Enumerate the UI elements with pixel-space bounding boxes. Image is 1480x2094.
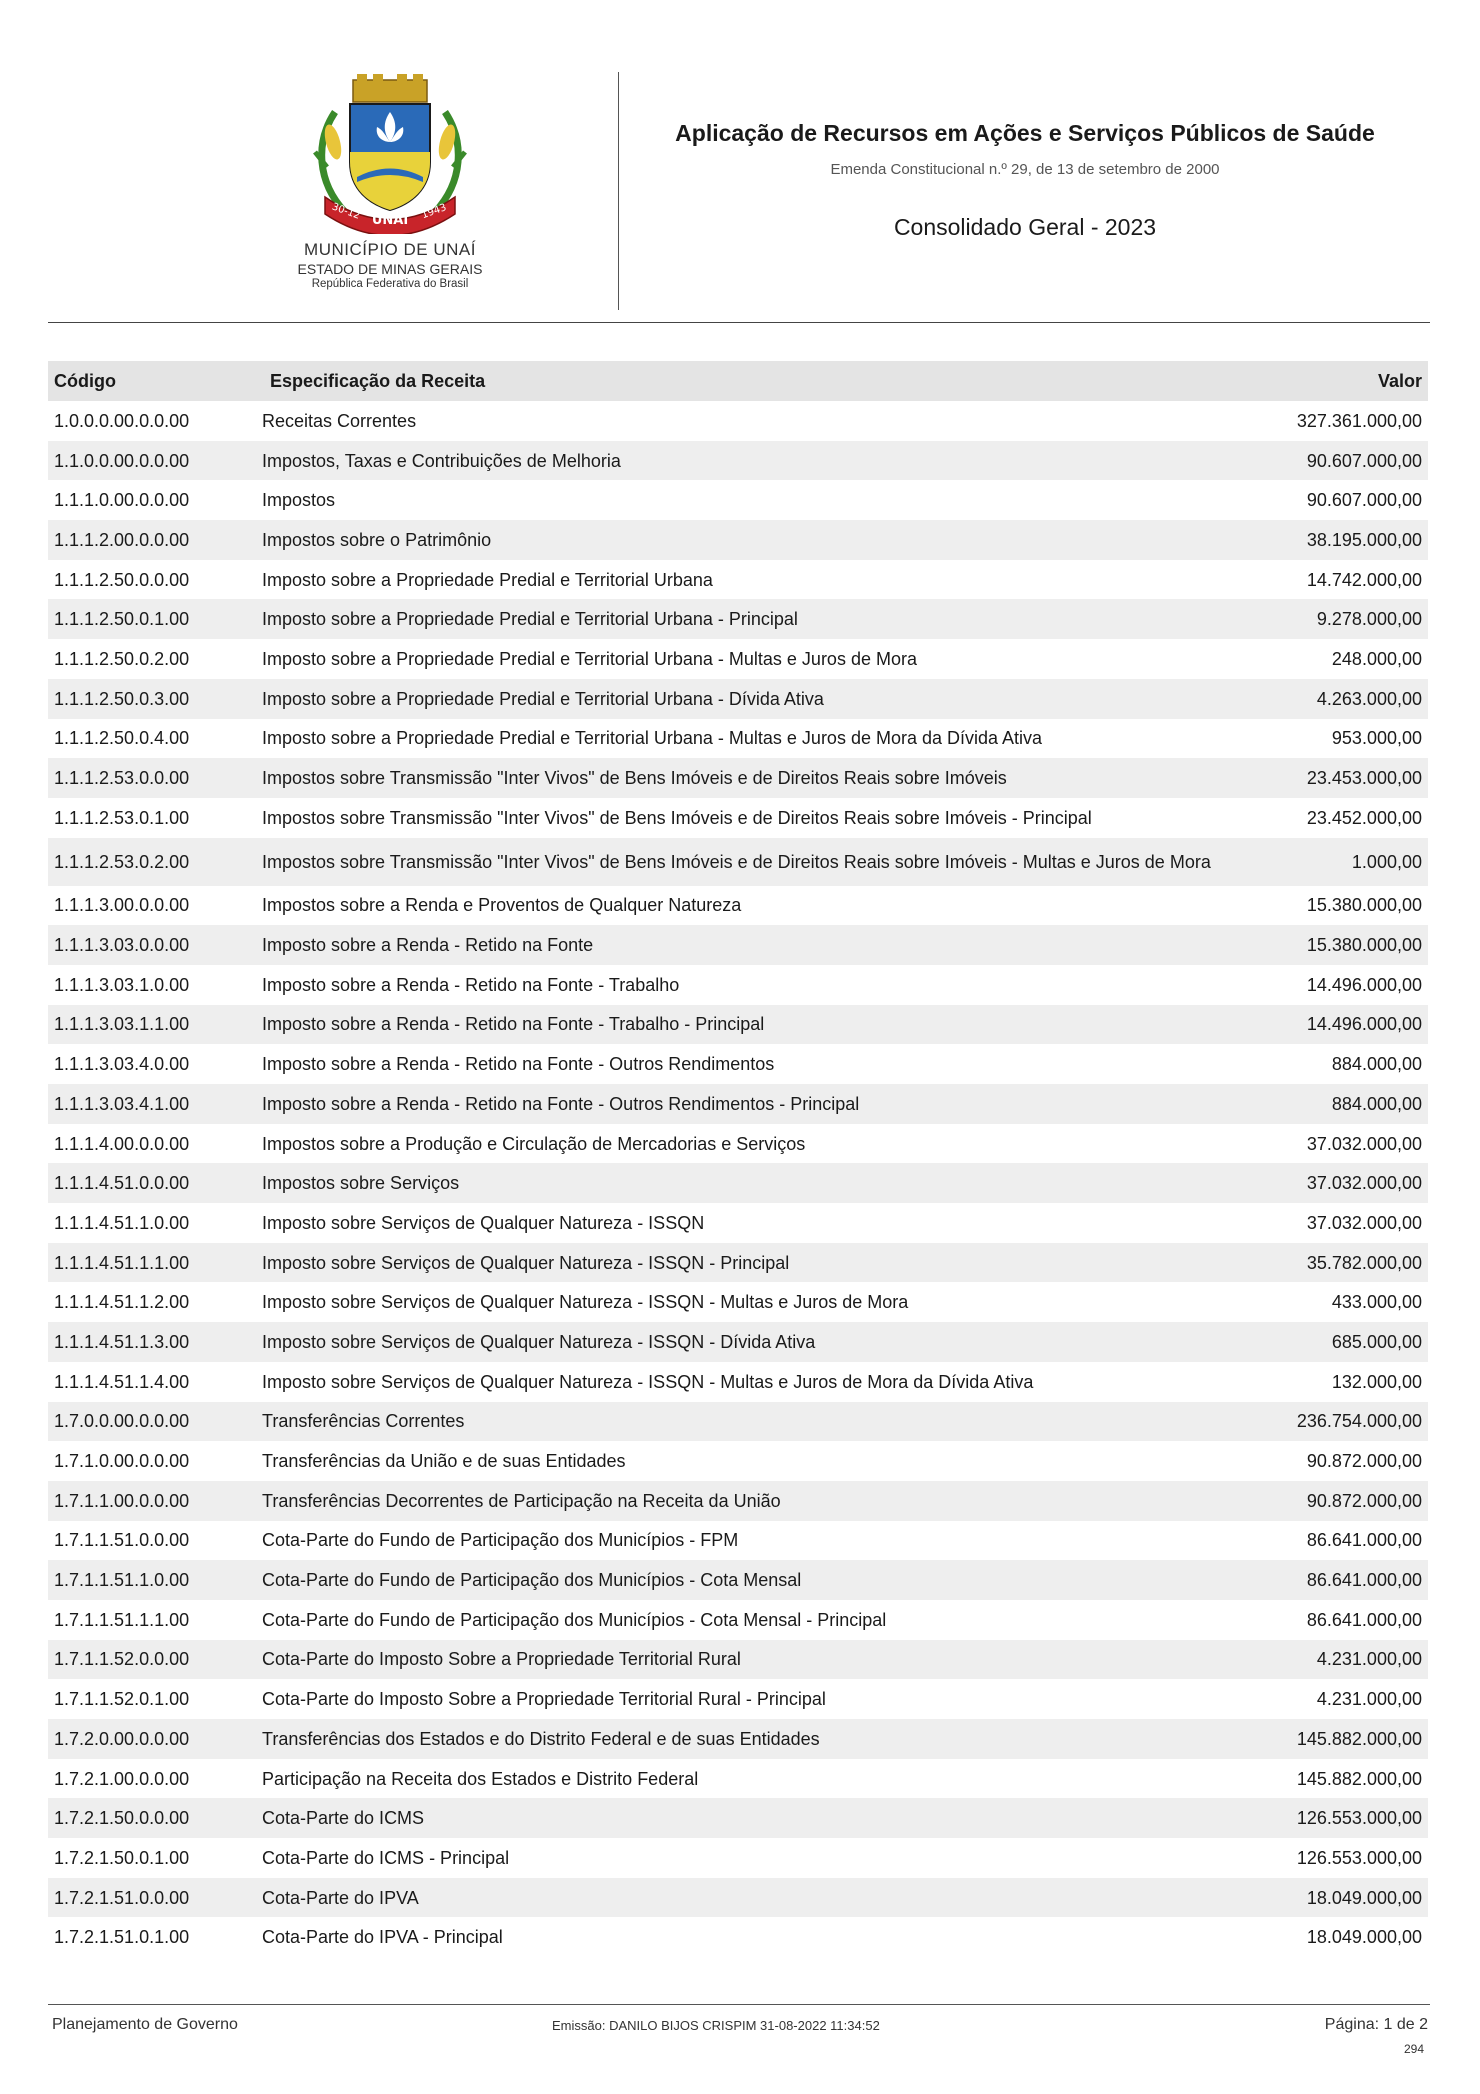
cell-codigo: 1.7.1.1.51.1.0.00 <box>48 1560 256 1600</box>
logo-block <box>230 72 550 290</box>
cell-valor: 15.380.000,00 <box>1306 895 1422 916</box>
table-row <box>48 441 1428 481</box>
table-row <box>48 798 1428 838</box>
crest-date-left: 30-12 <box>330 201 362 222</box>
cell-valor: 37.032.000,00 <box>1238 1163 1428 1203</box>
cell-codigo: 1.1.1.3.00.0.0.00 <box>54 895 190 916</box>
cell-valor: 1.000,00 <box>1238 838 1428 886</box>
cell-especificacao: Impostos <box>262 490 336 511</box>
cell-valor: 86.641.000,00 <box>1306 1530 1422 1551</box>
table-header-row <box>48 361 1428 401</box>
cell-especificacao: Impostos sobre a Produção e Circulação de Mercadorias e Serviços <box>262 1133 806 1154</box>
cell-especificacao: Imposto sobre a Renda - Retido na Fonte - Outros Rendimentos <box>262 1054 775 1075</box>
footer-rule <box>48 2004 1430 2005</box>
cell-codigo: 1.7.1.1.51.1.1.00 <box>54 1609 190 1630</box>
cell-valor: 327.361.000,00 <box>1296 410 1422 431</box>
cell-codigo: 1.7.2.1.51.0.0.00 <box>48 1878 256 1918</box>
cell-valor: 126.553.000,00 <box>1238 1798 1428 1838</box>
table-row <box>48 1759 1428 1799</box>
column-header-especificacao: Especificação da Receita <box>256 361 1238 401</box>
cell-valor: 126.553.000,00 <box>1296 1847 1422 1868</box>
cell-especificacao: Imposto sobre a Renda - Retido na Fonte - Trabalho - Principal <box>256 1005 1238 1045</box>
cell-especificacao: Impostos sobre Transmissão "Inter Vivos" de Bens Imóveis e de Direitos Reais sobre Imóveis - Multas e Juros de Mora <box>256 838 1238 886</box>
cell-especificacao: Impostos sobre Transmissão "Inter Vivos" de Bens Imóveis e de Direitos Reais sobre Imóveis - Principal <box>262 807 1092 828</box>
cell-especificacao: Imposto sobre a Renda - Retido na Fonte <box>256 925 1238 965</box>
table-row <box>48 1402 1428 1442</box>
cell-codigo: 1.1.1.3.03.4.1.00 <box>48 1084 256 1124</box>
cell-especificacao: Cota-Parte do Imposto Sobre a Propriedade Territorial Rural <box>256 1640 1238 1680</box>
cell-codigo: 1.1.1.4.51.1.2.00 <box>54 1292 190 1313</box>
receitas-table <box>48 361 1428 1957</box>
cell-especificacao: Cota-Parte do Imposto Sobre a Propriedade Territorial Rural - Principal <box>262 1689 826 1710</box>
state-name: ESTADO DE MINAS GERAIS <box>297 261 483 277</box>
cell-valor: 86.641.000,00 <box>1306 1609 1422 1630</box>
cell-valor: 90.872.000,00 <box>1238 1481 1428 1521</box>
crest-date-right: 1943 <box>420 202 448 222</box>
cell-codigo: 1.1.1.2.50.0.0.00 <box>54 569 190 590</box>
table-row <box>48 1600 1428 1640</box>
cell-codigo: 1.7.1.1.51.0.0.00 <box>54 1530 190 1551</box>
cell-valor: 90.607.000,00 <box>1238 441 1428 481</box>
footer-emissao: Emissão: DANILO BIJOS CRISPIM 31-08-2022 11:34:52 <box>552 2018 880 2033</box>
crest-name: UNAÍ <box>371 213 409 228</box>
cell-especificacao: Receitas Correntes <box>262 410 417 431</box>
table-row <box>48 1282 1428 1322</box>
cell-codigo: 1.7.2.1.51.0.1.00 <box>54 1927 190 1948</box>
cell-especificacao: Imposto sobre a Propriedade Predial e Territorial Urbana - Dívida Ativa <box>256 679 1238 719</box>
table-row <box>48 1044 1428 1084</box>
table-row <box>48 560 1428 600</box>
cell-valor: 90.607.000,00 <box>1306 490 1422 511</box>
cell-especificacao: Impostos, Taxas e Contribuições de Melhoria <box>256 441 1238 481</box>
column-header-codigo: Código <box>48 361 256 401</box>
cell-valor: 18.049.000,00 <box>1306 1927 1422 1948</box>
cell-codigo: 1.1.1.3.03.1.1.00 <box>48 1005 256 1045</box>
table-row <box>48 1521 1428 1561</box>
cell-valor: 4.263.000,00 <box>1238 679 1428 719</box>
cell-especificacao: Cota-Parte do ICMS <box>256 1798 1238 1838</box>
table-row <box>48 1441 1428 1481</box>
document-title: Aplicação de Recursos em Ações e Serviços Públicos de Saúde <box>675 120 1375 146</box>
cell-codigo: 1.7.1.1.00.0.0.00 <box>48 1481 256 1521</box>
cell-valor: 248.000,00 <box>1331 648 1422 669</box>
cell-valor: 86.641.000,00 <box>1238 1560 1428 1600</box>
cell-valor: 37.032.000,00 <box>1306 1212 1422 1233</box>
cell-codigo: 1.1.1.3.03.1.0.00 <box>54 974 190 995</box>
footer-page: Página: 1 de 2 <box>1324 2016 1428 2033</box>
cell-especificacao: Imposto sobre Serviços de Qualquer Natureza - ISSQN - Multas e Juros de Mora <box>262 1292 909 1313</box>
cell-valor: 884.000,00 <box>1331 1054 1422 1075</box>
consolidado-label: Consolidado Geral - 2023 <box>893 214 1157 240</box>
table-row <box>48 925 1428 965</box>
cell-especificacao: Cota-Parte do IPVA <box>256 1878 1238 1918</box>
cell-especificacao: Transferências da União e de suas Entidades <box>262 1451 626 1472</box>
table-row <box>48 1640 1428 1680</box>
cell-codigo: 1.7.2.1.50.0.0.00 <box>48 1798 256 1838</box>
cell-codigo: 1.1.0.0.00.0.0.00 <box>48 441 256 481</box>
cell-especificacao: Participação na Receita dos Estados e Distrito Federal <box>262 1768 699 1789</box>
table-body <box>48 401 1428 1957</box>
cell-especificacao: Imposto sobre a Propriedade Predial e Territorial Urbana - Multas e Juros de Mora <box>262 648 917 669</box>
table-row <box>48 1719 1428 1759</box>
cell-valor: 35.782.000,00 <box>1238 1243 1428 1283</box>
cell-valor: 15.380.000,00 <box>1238 925 1428 965</box>
cell-valor: 37.032.000,00 <box>1306 1133 1422 1154</box>
table-row <box>48 1243 1428 1283</box>
cell-especificacao: Impostos sobre Serviços <box>256 1163 1238 1203</box>
cell-especificacao: Imposto sobre a Propriedade Predial e Territorial Urbana - Principal <box>256 599 1238 639</box>
cell-codigo: 1.1.1.4.51.0.0.00 <box>48 1163 256 1203</box>
cell-especificacao: Cota-Parte do Fundo de Participação dos Municípios - Cota Mensal - Principal <box>262 1609 887 1630</box>
table-row <box>48 1362 1428 1402</box>
cell-valor: 145.882.000,00 <box>1296 1768 1422 1789</box>
cell-codigo: 1.1.1.4.51.1.3.00 <box>48 1322 256 1362</box>
cell-codigo: 1.1.1.2.53.0.0.00 <box>48 758 256 798</box>
cell-valor: 14.742.000,00 <box>1306 569 1422 590</box>
cell-codigo: 1.7.1.1.52.0.1.00 <box>54 1689 190 1710</box>
cell-valor: 132.000,00 <box>1331 1371 1422 1392</box>
municipality-name: MUNICÍPIO DE UNAÍ <box>304 240 476 259</box>
table-row <box>48 1203 1428 1243</box>
cell-valor: 145.882.000,00 <box>1238 1719 1428 1759</box>
table-row <box>48 1560 1428 1600</box>
table-row <box>48 838 1428 886</box>
table-row <box>48 401 1428 441</box>
cell-codigo: 1.1.1.4.51.1.4.00 <box>54 1371 190 1392</box>
cell-codigo: 1.7.2.1.00.0.0.00 <box>54 1768 190 1789</box>
table-row <box>48 758 1428 798</box>
cell-codigo: 1.7.1.0.00.0.0.00 <box>54 1451 190 1472</box>
cell-valor: 38.195.000,00 <box>1238 520 1428 560</box>
cell-especificacao: Imposto sobre Serviços de Qualquer Natureza - ISSQN <box>262 1212 705 1233</box>
cell-codigo: 1.1.1.3.03.4.0.00 <box>54 1054 190 1075</box>
cell-especificacao: Imposto sobre Serviços de Qualquer Natureza - ISSQN - Multas e Juros de Mora da Dívida Ativa <box>262 1371 1034 1392</box>
cell-especificacao: Imposto sobre Serviços de Qualquer Natureza - ISSQN - Dívida Ativa <box>256 1322 1238 1362</box>
cell-especificacao: Transferências Decorrentes de Participação na Receita da União <box>256 1481 1238 1521</box>
column-header-valor: Valor <box>1238 361 1428 401</box>
title-block <box>620 120 1430 241</box>
cell-especificacao: Imposto sobre Serviços de Qualquer Natureza - ISSQN - Principal <box>256 1243 1238 1283</box>
cell-valor: 23.452.000,00 <box>1306 807 1422 828</box>
cell-codigo: 1.1.1.2.00.0.0.00 <box>48 520 256 560</box>
cell-valor: 953.000,00 <box>1331 728 1422 749</box>
cell-codigo: 1.1.1.0.00.0.0.00 <box>54 490 190 511</box>
cell-valor: 14.496.000,00 <box>1238 1005 1428 1045</box>
footer-department: Planejamento de Governo <box>52 2016 238 2033</box>
cell-especificacao: Transferências Correntes <box>256 1402 1238 1442</box>
cell-valor: 23.453.000,00 <box>1238 758 1428 798</box>
table-row <box>48 639 1428 679</box>
cell-codigo: 1.7.1.1.52.0.0.00 <box>48 1640 256 1680</box>
cell-especificacao: Cota-Parte do Fundo de Participação dos Municípios - Cota Mensal <box>256 1560 1238 1600</box>
cell-valor: 4.231.000,00 <box>1316 1689 1422 1710</box>
cell-especificacao: Impostos sobre Transmissão "Inter Vivos" de Bens Imóveis e de Direitos Reais sobre Imóveis <box>256 758 1238 798</box>
table-row <box>48 480 1428 520</box>
table-row <box>48 679 1428 719</box>
cell-valor: 884.000,00 <box>1238 1084 1428 1124</box>
cell-especificacao: Impostos sobre a Renda e Proventos de Qualquer Natureza <box>262 895 742 916</box>
table-row <box>48 520 1428 560</box>
cell-codigo: 1.7.0.0.00.0.0.00 <box>48 1402 256 1442</box>
cell-especificacao: Imposto sobre a Propriedade Predial e Territorial Urbana <box>262 569 713 590</box>
cell-codigo: 1.7.2.1.50.0.1.00 <box>54 1847 190 1868</box>
cell-codigo: 1.1.1.4.00.0.0.00 <box>54 1133 190 1154</box>
municipal-crest-icon <box>305 72 475 234</box>
table-row <box>48 965 1428 1005</box>
cell-codigo: 1.0.0.0.00.0.0.00 <box>54 410 190 431</box>
header-divider <box>618 72 619 310</box>
cell-codigo: 1.1.1.2.50.0.1.00 <box>48 599 256 639</box>
table-row <box>48 719 1428 759</box>
cell-codigo: 1.1.1.4.51.1.0.00 <box>54 1212 190 1233</box>
table-row <box>48 1878 1428 1918</box>
cell-especificacao: Cota-Parte do IPVA - Principal <box>262 1927 503 1948</box>
document-header <box>50 72 1430 322</box>
table-row <box>48 1679 1428 1719</box>
cell-codigo: 1.1.1.2.53.0.2.00 <box>48 838 256 886</box>
cell-codigo: 1.1.1.2.53.0.1.00 <box>54 807 190 828</box>
table-row <box>48 1838 1428 1878</box>
cell-valor: 685.000,00 <box>1238 1322 1428 1362</box>
cell-valor: 18.049.000,00 <box>1238 1878 1428 1918</box>
table-row <box>48 1481 1428 1521</box>
table-row <box>48 1005 1428 1045</box>
table-row <box>48 1917 1428 1957</box>
cell-valor: 4.231.000,00 <box>1238 1640 1428 1680</box>
cell-codigo: 1.1.1.2.50.0.2.00 <box>54 648 190 669</box>
document-subtitle: Emenda Constitucional n.º 29, de 13 de setembro de 2000 <box>830 161 1220 178</box>
cell-especificacao: Cota-Parte do ICMS - Principal <box>262 1847 510 1868</box>
table-row <box>48 886 1428 926</box>
cell-especificacao: Transferências dos Estados e do Distrito Federal e de suas Entidades <box>256 1719 1238 1759</box>
cell-valor: 236.754.000,00 <box>1238 1402 1428 1442</box>
footer-page-number: 294 <box>1403 2042 1424 2056</box>
table-row <box>48 1322 1428 1362</box>
cell-especificacao: Imposto sobre a Renda - Retido na Fonte - Outros Rendimentos - Principal <box>256 1084 1238 1124</box>
table-row <box>48 1124 1428 1164</box>
republic-name: República Federativa do Brasil <box>311 278 469 290</box>
table-row <box>48 599 1428 639</box>
cell-valor: 433.000,00 <box>1331 1292 1422 1313</box>
table-row <box>48 1084 1428 1124</box>
cell-especificacao: Imposto sobre a Renda - Retido na Fonte - Trabalho <box>262 974 680 995</box>
cell-codigo: 1.1.1.2.50.0.3.00 <box>48 679 256 719</box>
cell-especificacao: Imposto sobre a Propriedade Predial e Territorial Urbana - Multas e Juros de Mora da Dívida Ativa <box>262 728 1043 749</box>
cell-valor: 14.496.000,00 <box>1306 974 1422 995</box>
header-rule <box>48 322 1430 323</box>
table-row <box>48 1798 1428 1838</box>
cell-valor: 90.872.000,00 <box>1306 1451 1422 1472</box>
cell-codigo: 1.1.1.3.03.0.0.00 <box>48 925 256 965</box>
cell-codigo: 1.1.1.2.50.0.4.00 <box>54 728 190 749</box>
cell-valor: 9.278.000,00 <box>1238 599 1428 639</box>
cell-codigo: 1.1.1.4.51.1.1.00 <box>48 1243 256 1283</box>
cell-especificacao: Cota-Parte do Fundo de Participação dos Municípios - FPM <box>262 1530 739 1551</box>
cell-codigo: 1.7.2.0.00.0.0.00 <box>48 1719 256 1759</box>
table-row <box>48 1163 1428 1203</box>
cell-especificacao: Impostos sobre o Patrimônio <box>256 520 1238 560</box>
